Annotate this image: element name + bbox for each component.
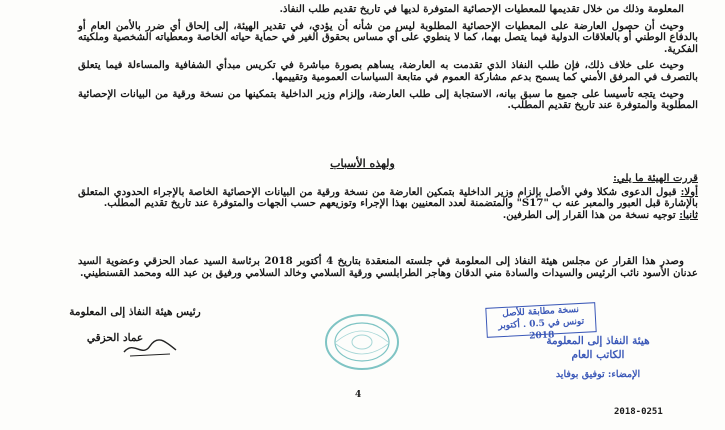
secretary-stamp [498, 334, 698, 382]
paragraph-2: وحيث أن حصول العارضة على المعطيات الإحصائية المطلوبة ليس من شأنه أن يؤدي، في تقدير الهيئة، إلى إلحاق أي ضرر بالأمن العام أو بالدفاع الوطني أو بالعلاقات الدولية فيما يتصل بهما، كما لا ينطوي على أي مساس بحقوق الغير في حماية حياته الخاصة ومعطياته الشخصية وملكيته الفكرية. [78, 19, 698, 55]
closing-text: وصدر هذا القرار عن مجلس هيئة النفاذ إلى المعلومة في جلسته المنعقدة بتاريخ 4 أكتوبر 2018 برئاسة السيد عماد الحزقي وعضوية السيد عدنان الأسود نائب الرئيس والسيدات والسادة مني الدقان وهاجر الطرابلسي ورقية السلامي وخالد السلامي ورفيق بن عبد الله ومحمد القسنطيني. [78, 255, 698, 279]
stamp-sign: الإمضاء: توفيق بوفايد [555, 369, 641, 380]
handwritten-signature-icon [120, 336, 180, 360]
decision-block [78, 173, 698, 221]
reference-number: 2018-0251 [614, 407, 663, 417]
stamp-box-line-2: تونس في 0.5 . أكتوبر 2018 [498, 316, 585, 342]
decision-item-2-text: توجيه نسخة من هذا القرار إلى الطرفين. [502, 208, 680, 221]
certified-copy-stamp [485, 302, 596, 342]
decision-item-1-text: قبول الدعوى شكلا وفي الأصل بإلزام وزير الداخلية بتمكين العارضة من نسخة ورقية من البيانات الإحصائية الخاصة بالإجراء الحدودي المتعلق بالإشارة قبل العبور والمعبر عنه ب "S17" والمتضمنة لعدد المعنيين بهذا الإجراء وتوزيعهم حسب الجهات والمتوفرة عند تاريخ تقديم المطلب. [78, 185, 698, 210]
section-heading: ولهذه الأسباب [330, 157, 395, 170]
decision-subheading: قررت الهيئة ما يلي: [613, 172, 698, 184]
stamp-org: هيئة النفاذ إلى المعلومة [546, 335, 650, 347]
president-title: رئيس هيئة النفاذ إلى المعلومة [69, 306, 201, 318]
stamp-box-line-1: نسخة مطابقة للأصل [501, 305, 580, 320]
official-seal-icon [322, 312, 402, 372]
president-name: عماد الحزقي [86, 332, 144, 344]
decision-item-1-label: أولا: [680, 185, 698, 198]
paragraph-1: المعلومة وذلك من خلال تقديمها للمعطيات الإحصائية المتوفرة لديها في تاريخ تقديم طلب النفاذ. [279, 3, 684, 15]
paragraph-4: وحيث يتجه تأسيسا على جميع ما سبق بيانه، الاستجابة إلى طلب العارضة، وإلزام وزير الداخلية بتمكينها من نسخة ورقية من البيانات الإحصائية المطلوبة والمتوفرة عند تاريخ تقديم المطلب. [78, 87, 698, 112]
closing-paragraph [78, 256, 698, 279]
decision-item-1 [78, 187, 698, 210]
decision-item-2-label: ثانيا: [679, 208, 698, 221]
body-text [78, 4, 698, 117]
page-number: 4 [355, 390, 362, 400]
decision-item-2 [78, 210, 698, 222]
stamp-role: الكاتب العام [571, 349, 625, 361]
paragraph-3: وحيث على خلاف ذلك، فإن طلب النفاذ الذي تقدمت به العارضة، يساهم بصورة مباشرة في تكريس مبدأي الشفافية والمساءلة فيما يتعلق بالتصرف في المرفق الأمني كما يسمح بدعم مشاركة العموم في متابعة السياسات العمومية وتقييمها. [78, 59, 698, 83]
